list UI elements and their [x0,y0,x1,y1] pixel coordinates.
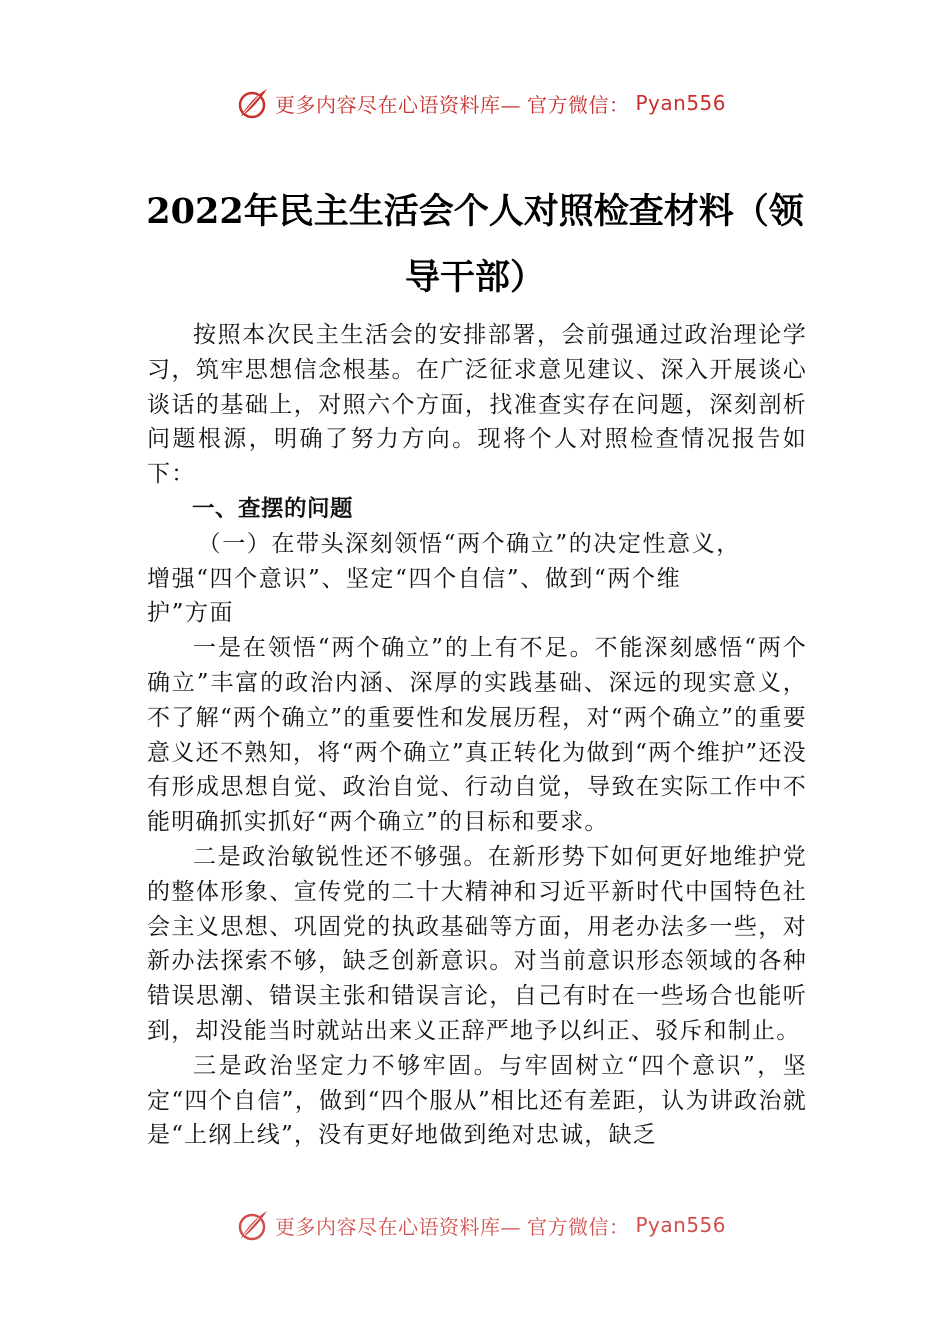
document-title-line2: 导干部） [404,257,545,298]
document-title-line1: 2022年民主生活会个人对照检查材料（领 [146,191,804,232]
section-heading: 一、查摆的问题 [192,495,354,522]
feather-logo-icon [235,1208,269,1242]
watermark-banner-bottom [235,1206,726,1244]
watermark-wechat-id: Pyan556 [635,91,727,115]
paragraph-1: 一是在领悟“两个确立”的上有不足。不能深刻感悟“两个确立”丰富的政治内涵、深厚的实践基础、深远的现实意义，不了解“两个确立”的重要性和发展历程，对“两个确立”的重要意义还不熟知，将“两个确立”真正转化为做到“两个维护”还没有形成思想自觉、政治自觉、行动自觉，导致在实际工作中不能明确抓实抓好“两个确立”的目标和要求。 [147,635,807,836]
watermark-wechat-label: 官方微信： [527,1214,630,1239]
feather-logo-icon [235,86,269,120]
watermark-main-text: 更多内容尽在心语资料库— [275,1214,521,1239]
subsection-heading-line3: 护”方面 [147,600,235,627]
watermark-banner-top [235,84,726,122]
subsection-heading-line2: 增强“四个意识”、坚定“四个自信”、做到“两个维 [147,565,682,592]
watermark-wechat-id: Pyan556 [635,1213,727,1237]
watermark-wechat-label: 官方微信： [527,92,630,117]
subsection-heading [147,527,807,631]
paragraph-3: 三是政治坚定力不够牢固。与牢固树立“四个意识”，坚定“四个自信”，做到“四个服从”相比还有差距，认为讲政治就是“上纲上线”，没有更好地做到绝对忠诚，缺乏 [147,1052,807,1149]
paragraph-2: 二是政治敏锐性还不够强。在新形势下如何更好地维护党的整体形象、宣传党的二十大精神和习近平新时代中国特色社会主义思想、巩固党的执政基础等方面，用老办法多一些，对新办法探索不够，缺乏创新意识。对当前意识形态领域的各种错误思潮、错误主张和错误言论，自己有时在一些场合也能听到，却没能当时就站出来义正辞严地予以纠正、驳斥和制止。 [147,843,807,1044]
document-body [147,318,807,1153]
intro-paragraph: 按照本次民主生活会的安排部署，会前强通过政治理论学习，筑牢思想信念根基。在广泛征求意见建议、深入开展谈心谈话的基础上，对照六个方面，找准查实存在问题，深刻剖析问题根源，明确了努力方向。现将个人对照检查情况报告如下： [147,322,807,488]
watermark-main-text: 更多内容尽在心语资料库— [275,92,521,117]
subsection-heading-line1: （一）在带头深刻领悟“两个确立”的决定性意义， [197,530,741,557]
